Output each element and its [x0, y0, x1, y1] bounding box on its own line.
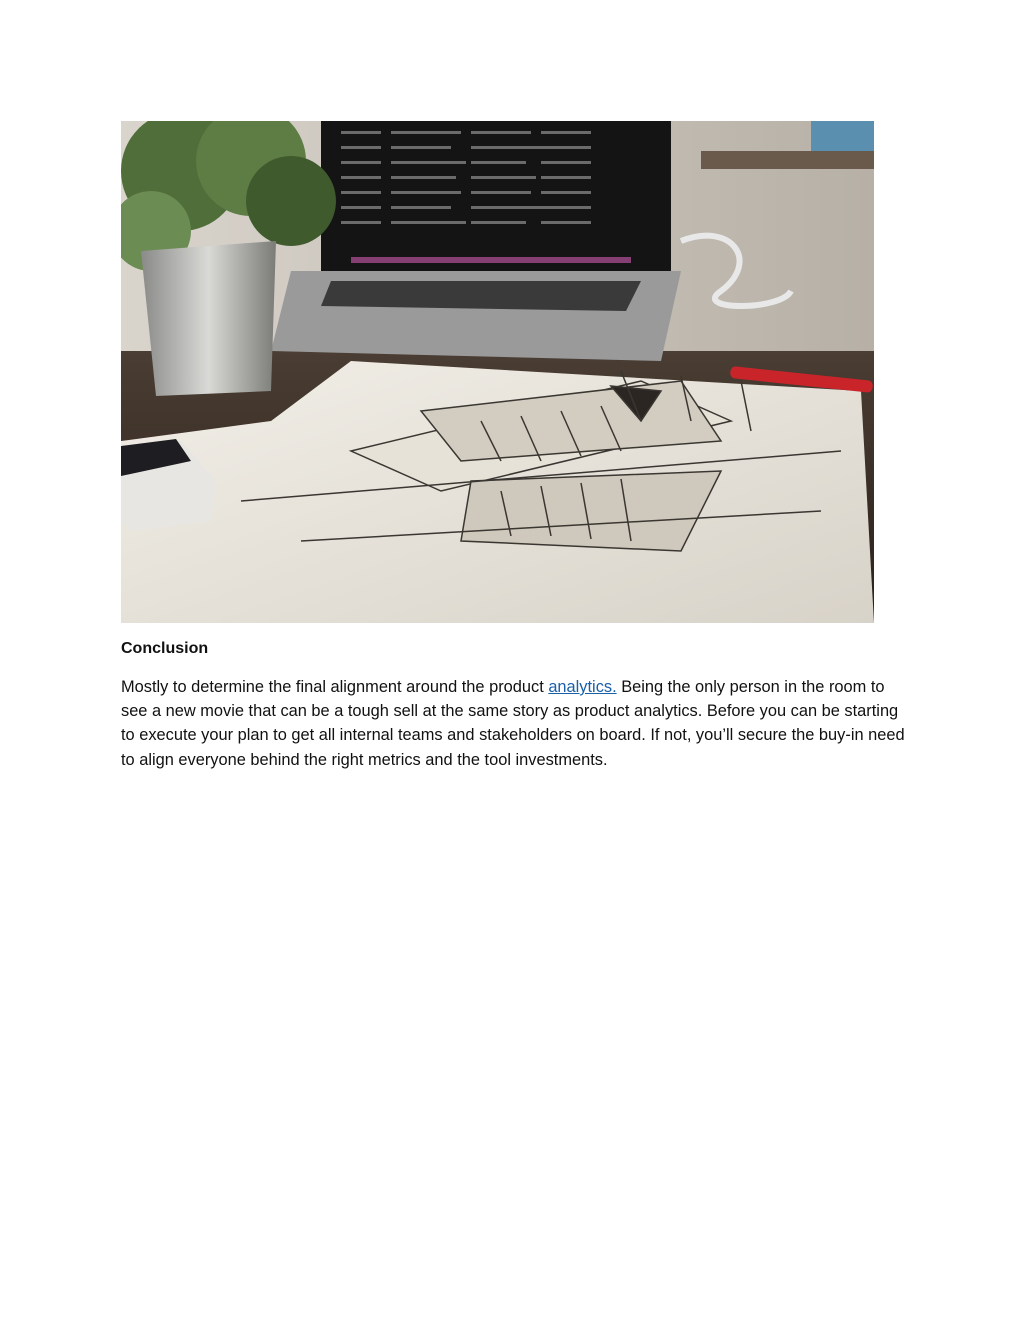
section-heading: Conclusion [121, 640, 209, 657]
analytics-link[interactable]: analytics. [548, 678, 617, 696]
paragraph-text-start: Mostly to determine the final alignment around the product [121, 678, 549, 696]
conclusion-paragraph [121, 675, 911, 772]
desk-photo [121, 121, 874, 623]
paragraph-text-end: Being the only person in the room to see a new movie that can be a tough sell at the same story as product analytics. Before you can be starting to execute your plan to get all internal teams and stakeholders on board. If not, you’ll secure the buy-in need to align everyone behind the right metrics and the tool investments. [121, 678, 905, 769]
desk-photo-icon [121, 121, 874, 623]
